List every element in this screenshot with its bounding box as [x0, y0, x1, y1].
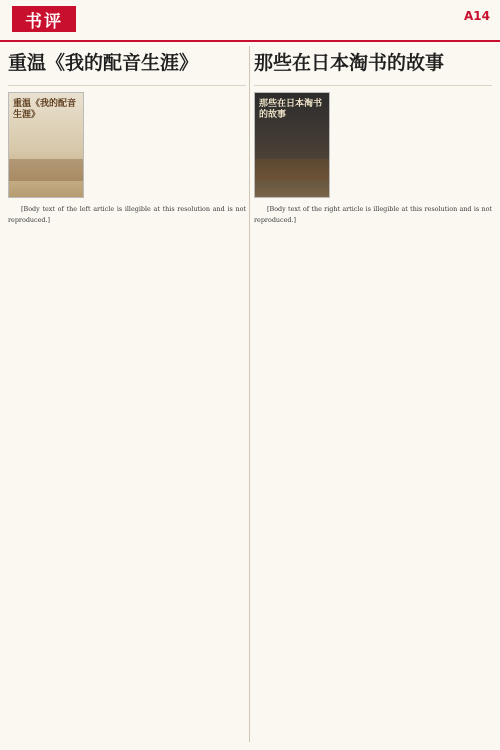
right-byline [254, 81, 492, 86]
right-article [254, 44, 492, 744]
page-number: A14 [464, 9, 490, 23]
cover-decoration [255, 159, 329, 181]
column-divider [249, 46, 250, 742]
left-article-body [8, 204, 246, 225]
left-body-placeholder: [Body text of the left article is illegible at this resolution and is not reproduced.] [8, 205, 246, 224]
right-body-placeholder: [Body text of the right article is illegible at this resolution and is not reproduced.] [254, 205, 492, 224]
right-cover-title: 那些在日本淘书的故事 [259, 99, 323, 120]
left-book-block [8, 92, 246, 198]
right-headline: 那些在日本淘书的故事 [254, 52, 445, 74]
section-tag: 书评 [12, 6, 76, 32]
left-headline: 重温《我的配音生涯》 [8, 52, 199, 74]
left-book-cover-image [8, 92, 84, 198]
left-byline [8, 81, 246, 86]
right-article-body [254, 204, 492, 225]
cover-decoration [9, 159, 83, 181]
page-header [0, 0, 500, 42]
right-book-block [254, 92, 492, 198]
right-book-cover-image [254, 92, 330, 198]
left-cover-title: 重温《我的配音生涯》 [13, 99, 77, 120]
left-article [8, 44, 246, 744]
